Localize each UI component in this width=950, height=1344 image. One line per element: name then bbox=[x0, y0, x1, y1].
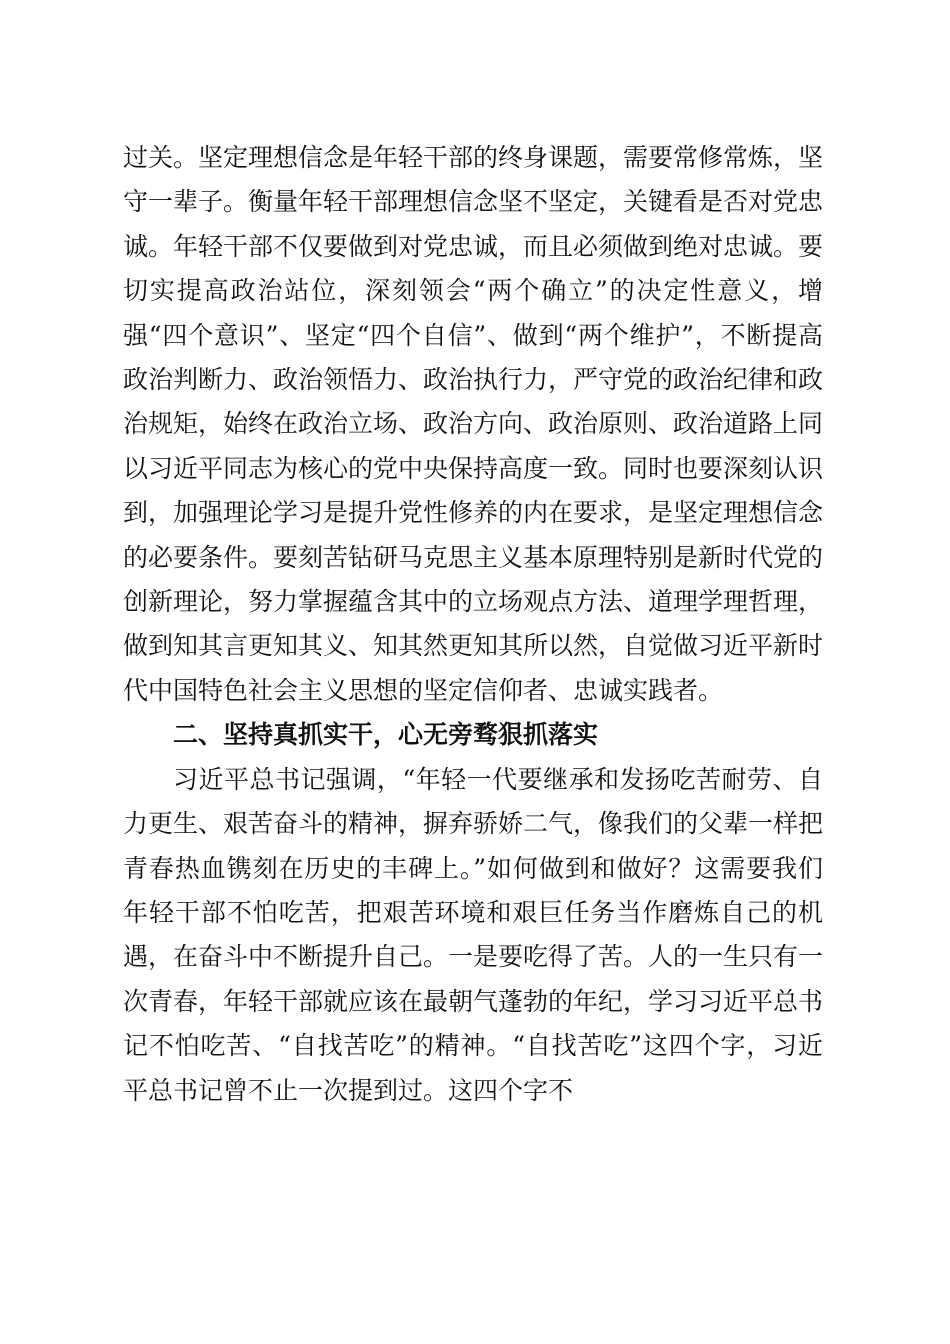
section-heading: 二、坚持真抓实干，心无旁骛狠抓落实 bbox=[173, 720, 599, 750]
body-paragraph-continued: 过关。坚定理想信念是年轻干部的终身课题，需要常修常炼，坚守一辈子。衡量年轻干部理想信念坚不坚定，关键看是否对党忠诚。年轻干部不仅要做到对党忠诚，而且必须做到绝对忠诚。要切实提高政治站位，深刻领会“两个确立”的决定性意义，增强“四个意识”、坚定“四个自信”、做到“两个维护”，不断提高政治判断力、政治领悟力、政治执行力，严守党的政治纪律和政治规矩，始终在政治立场、政治方向、政治原则、政治道路上同以习近平同志为核心的党中央保持高度一致。同时也要深刻认识到，加强理论学习是提升党性修养的内在要求，是坚定理想信念的必要条件。要刻苦钻研马克思主义基本原理特别是新时代党的创新理论，努力掌握蕴含其中的立场观点方法、道理学理哲理，做到知其言更知其义、知其然更知其所以然，自觉做习近平新时代中国特色社会主义思想的坚定信仰者、忠诚实践者。 bbox=[123, 143, 824, 705]
section-paragraph: 习近平总书记强调，“年轻一代要继承和发扬吃苦耐劳、自力更生、艰苦奋斗的精神，摒弃骄娇二气，像我们的父辈一样把青春热血镌刻在历史的丰碑上。”如何做到和做好？这需要我们年轻干部不怕吃苦，把艰苦环境和艰巨任务当作磨炼自己的机遇，在奋斗中不断提升自己。一是要吃得了苦。人的一生只有一次青春，年轻干部就应该在最朝气蓬勃的年纪，学习习近平总书记不怕吃苦、“自找苦吃”的精神。“自找苦吃”这四个字，习近平总书记曾不止一次提到过。这四个字不 bbox=[123, 764, 824, 1105]
document-body bbox=[123, 136, 823, 1113]
